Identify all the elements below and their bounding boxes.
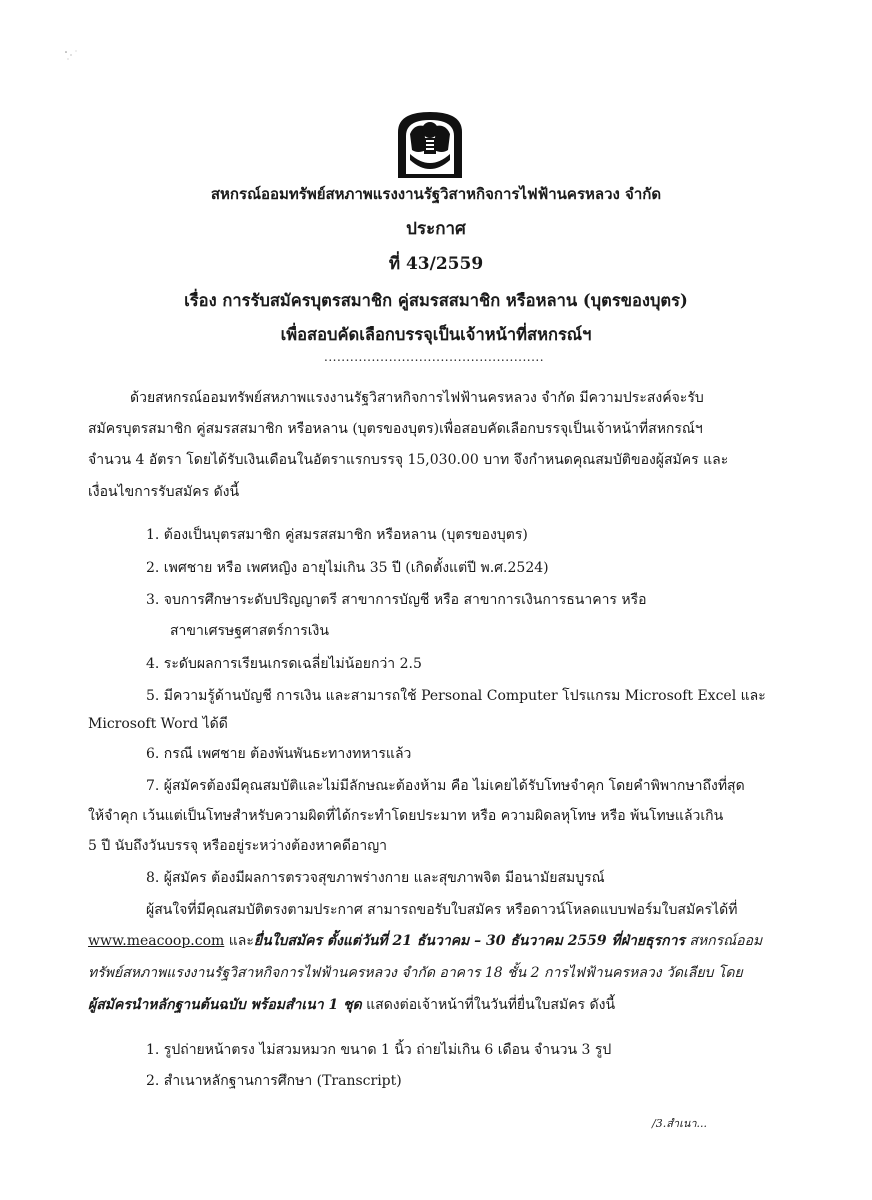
website-link[interactable]: www.meacoop.com <box>88 933 225 949</box>
intro-line-2: สมัครบุตรสมาชิก คู่สมรสสมาชิก หรือหลาน (บุตรของบุตร)เพื่อสอบคัดเลือกบรรจุเป็นเจ้าหน้าที่สหกรณ์ฯ <box>88 421 703 437</box>
application-text: สหกรณ์ออม <box>684 933 763 949</box>
cooperative-logo-icon <box>396 110 464 180</box>
application-line-1: ผู้สนใจที่มีคุณสมบัติตรงตามประกาศ สามารถขอรับใบสมัคร หรือดาวน์โหลดแบบฟอร์มใบสมัครได้ที่ <box>146 902 738 918</box>
qualification-item: 4. ระดับผลการเรียนเกรดเฉลี่ยไม่น้อยกว่า 2.5 <box>146 656 422 672</box>
application-text: และ <box>224 933 254 949</box>
application-dates: ตั้งแต่วันที่ 21 ธันวาคม – 30 ธันวาคม 2559 ที่ฝ่ายธุรการ <box>322 933 685 949</box>
application-requirement: ผู้สมัครนำหลักฐานต้นฉบับ พร้อมสำเนา 1 ชุด <box>88 997 362 1013</box>
qualification-item-continued: ให้จำคุก เว้นแต่เป็นโทษสำหรับความผิดที่ได้กระทำโดยประมาท หรือ ความผิดลหุโทษ หรือ พ้นโทษแล้วเกิน <box>88 808 724 824</box>
qualification-item: 6. กรณี เพศชาย ต้องพ้นพันธะทางทหารแล้ว <box>146 746 412 762</box>
page-continuation: /3.สำเนา... <box>652 1117 708 1130</box>
application-text: แสดงต่อเจ้าหน้าที่ในวันที่ยื่นใบสมัคร ดังนี้ <box>361 997 616 1013</box>
qualification-item: 7. ผู้สมัครต้องมีคุณสมบัติและไม่มีลักษณะต้องห้าม คือ ไม่เคยได้รับโทษจำคุก โดยคำพิพากษาถึงที่สุด <box>146 778 745 794</box>
document-item: 2. สำเนาหลักฐานการศึกษา (Transcript) <box>146 1073 402 1089</box>
intro-line-3: จำนวน 4 อัตรา โดยได้รับเงินเดือนในอัตราแรกบรรจุ 15,030.00 บาท จึงกำหนดคุณสมบัติของผู้สมัคร และ <box>88 452 729 468</box>
announcement-number: ที่ 43/2559 <box>388 254 484 274</box>
qualification-item-continued: สาขาเศรษฐศาสตร์การเงิน <box>170 623 329 639</box>
qualification-item: 1. ต้องเป็นบุตรสมาชิก คู่สมรสสมาชิก หรือหลาน (บุตรของบุตร) <box>146 527 528 543</box>
intro-line-4: เงื่อนไขการรับสมัคร ดังนี้ <box>88 484 240 500</box>
application-line-4 <box>88 997 615 1014</box>
subject-line-1: เรื่อง การรับสมัครบุตรสมาชิก คู่สมรสสมาชิก หรือหลาน (บุตรของบุตร) <box>184 291 688 310</box>
application-line-2 <box>88 933 762 950</box>
qualification-item-continued: 5 ปี นับถึงวันบรรจุ หรืออยู่ระหว่างต้องหาคดีอาญา <box>88 838 388 854</box>
document-item: 1. รูปถ่ายหน้าตรง ไม่สวมหมวก ขนาด 1 นิ้ว ถ่ายไม่เกิน 6 เดือน จำนวน 3 รูป <box>146 1042 612 1058</box>
qualification-item: 2. เพศชาย หรือ เพศหญิง อายุไม่เกิน 35 ปี (เกิดตั้งแต่ปี พ.ศ.2524) <box>146 560 549 576</box>
separator-dots: ................................................... <box>324 350 545 364</box>
qualification-item-continued: Microsoft Word ได้ดี <box>88 716 228 732</box>
qualification-item: 5. มีความรู้ด้านบัญชี การเงิน และสามารถใช้ Personal Computer โปรแกรม Microsoft Excel และ <box>146 688 766 704</box>
scan-speck <box>62 48 82 62</box>
announcement-title: ประกาศ <box>406 219 466 239</box>
intro-line-1: ด้วยสหกรณ์ออมทรัพย์สหภาพแรงงานรัฐวิสาหกิจการไฟฟ้านครหลวง จำกัด มีความประสงค์จะรับ <box>130 390 704 406</box>
qualification-item: 8. ผู้สมัคร ต้องมีผลการตรวจสุขภาพร่างกาย และสุขภาพจิต มีอนามัยสมบูรณ์ <box>146 870 605 886</box>
application-emphasis: ยื่นใบสมัคร <box>253 933 323 949</box>
organization-name: สหกรณ์ออมทรัพย์สหภาพแรงงานรัฐวิสาหกิจการไฟฟ้านครหลวง จำกัด <box>210 185 662 203</box>
subject-line-2: เพื่อสอบคัดเลือกบรรจุเป็นเจ้าหน้าที่สหกรณ์ฯ <box>280 325 592 344</box>
qualification-item: 3. จบการศึกษาระดับปริญญาตรี สาขาการบัญชี หรือ สาขาการเงินการธนาคาร หรือ <box>146 592 647 608</box>
application-line-3: ทรัพย์สหภาพแรงงานรัฐวิสาหกิจการไฟฟ้านครหลวง จำกัด อาคาร 18 ชั้น 2 การไฟฟ้านครหลวง วัดเลียบ โดย <box>88 965 743 981</box>
